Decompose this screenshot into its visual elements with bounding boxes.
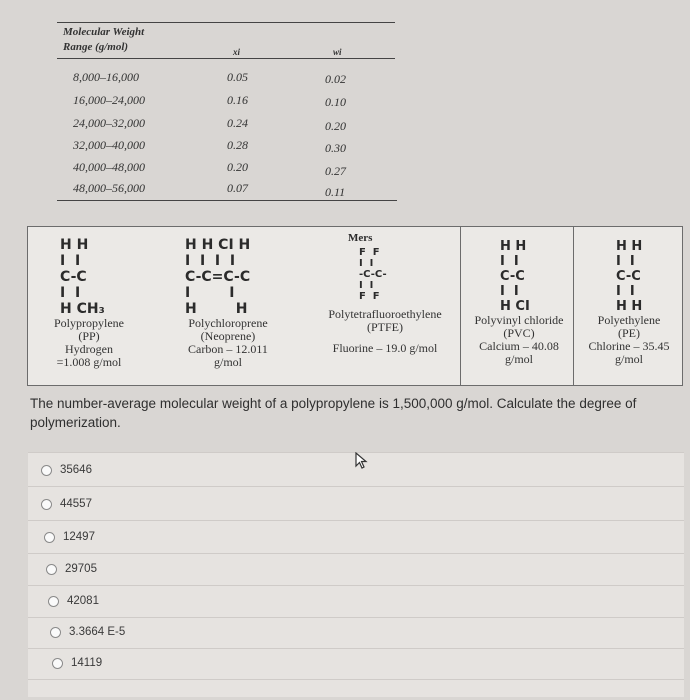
table-cell: 48,000–56,000 xyxy=(73,181,145,195)
option-4[interactable] xyxy=(46,557,97,581)
mer-abbr: (PVC) xyxy=(503,326,535,340)
mer-polyethylene xyxy=(576,239,682,366)
option-3[interactable] xyxy=(44,525,95,549)
option-label: 35646 xyxy=(60,464,92,476)
divider xyxy=(28,553,684,554)
structural-formula: F F I I -C-C- I I F F xyxy=(359,247,387,302)
mer-name: Polytetrafluoroethylene xyxy=(328,307,442,321)
mer-note: Calcium – 40.08 xyxy=(479,339,559,353)
divider xyxy=(28,520,684,521)
mer-note: Hydrogen xyxy=(65,342,113,356)
table-header-mw: Molecular Weight xyxy=(63,26,145,38)
mer-name: Polychloroprene xyxy=(188,316,268,330)
mer-note: Fluorine – 19.0 g/mol xyxy=(332,341,438,355)
divider xyxy=(28,585,684,586)
option-7[interactable] xyxy=(52,651,102,675)
mer-note: Carbon – 12.011 xyxy=(188,342,268,356)
structural-formula: H H I I C-C I I H CH₃ xyxy=(60,237,105,317)
mer-pvc xyxy=(463,239,575,366)
table-cell: 0.30 xyxy=(325,141,346,155)
table-cell: 0.16 xyxy=(227,93,248,107)
mer-name: Polyethylene xyxy=(597,313,661,327)
mer-note: Chlorine – 35.45 xyxy=(588,339,670,353)
table-header-rule xyxy=(57,58,395,59)
radio-button[interactable] xyxy=(41,465,52,476)
option-5[interactable] xyxy=(48,589,99,613)
mers-title: Mers xyxy=(348,232,373,244)
divider xyxy=(28,617,684,618)
table-cell: 32,000–40,000 xyxy=(73,138,145,152)
radio-button[interactable] xyxy=(50,627,61,638)
option-label: 3.3664 E-5 xyxy=(69,626,126,638)
table-cell: 24,000–32,000 xyxy=(73,116,145,130)
mers-divider xyxy=(460,227,461,385)
mers-panel xyxy=(27,226,683,386)
structural-formula: H H I I C-C I I H CI xyxy=(500,239,530,314)
option-label: 12497 xyxy=(63,531,95,543)
radio-button[interactable] xyxy=(52,658,63,669)
mer-polypropylene xyxy=(30,237,148,369)
mer-note: =1.008 g/mol xyxy=(56,355,122,369)
option-label: 29705 xyxy=(65,563,97,575)
mer-name: Polyvinyl chloride xyxy=(474,313,564,327)
table-cell: 0.24 xyxy=(227,116,248,130)
table-cell: 0.20 xyxy=(227,160,248,174)
table-cell: 0.20 xyxy=(325,119,346,133)
option-label: 42081 xyxy=(67,595,99,607)
divider xyxy=(28,679,684,680)
option-2[interactable] xyxy=(41,492,92,516)
option-1[interactable] xyxy=(41,458,92,482)
divider xyxy=(28,486,684,487)
answer-options xyxy=(28,452,684,697)
mer-abbr: (PP) xyxy=(78,329,100,343)
table-header-wi: wi xyxy=(333,47,342,57)
table-cell: 0.28 xyxy=(227,138,248,152)
mer-polychloroprene xyxy=(168,237,288,369)
table-cell: 0.07 xyxy=(227,181,248,195)
radio-button[interactable] xyxy=(48,596,59,607)
table-cell: 0.02 xyxy=(325,72,346,86)
table-cell: 8,000–16,000 xyxy=(73,70,139,84)
mer-note: g/mol xyxy=(614,352,643,366)
table-cell: 0.05 xyxy=(227,70,248,84)
table-header-range: Range (g/mol) xyxy=(63,41,129,53)
divider xyxy=(28,648,684,649)
option-6[interactable] xyxy=(50,620,125,644)
mer-name: Polypropylene xyxy=(54,316,124,330)
table-cell: 40,000–48,000 xyxy=(73,160,145,174)
mer-note: g/mol xyxy=(213,355,242,369)
option-label: 44557 xyxy=(60,498,92,510)
table-cell: 0.10 xyxy=(325,95,346,109)
question-text: The number-average molecular weight of a polypropylene is 1,500,000 g/mol. Calculate the degree of polymerization. xyxy=(30,396,637,430)
mer-abbr: (PE) xyxy=(618,326,640,340)
table-cell: 0.11 xyxy=(325,185,346,199)
mer-ptfe xyxy=(311,247,459,355)
option-label: 14119 xyxy=(71,657,103,669)
structural-formula: H H I I C-C I I H H xyxy=(616,239,643,314)
mer-note: g/mol xyxy=(504,352,533,366)
radio-button[interactable] xyxy=(41,499,52,510)
table-bottom-rule xyxy=(57,200,397,201)
structural-formula: H H CI H I I I I C-C=C-C I I H H xyxy=(185,237,251,317)
table-cell: 16,000–24,000 xyxy=(73,93,145,107)
radio-button[interactable] xyxy=(44,532,55,543)
mer-abbr: (Neoprene) xyxy=(200,329,256,343)
table-top-rule xyxy=(57,22,395,23)
radio-button[interactable] xyxy=(46,564,57,575)
table-cell: 0.27 xyxy=(325,164,346,178)
table-header-xi: xi xyxy=(233,47,241,57)
mouse-cursor-icon xyxy=(355,452,369,470)
mer-abbr: (PTFE) xyxy=(367,320,403,334)
